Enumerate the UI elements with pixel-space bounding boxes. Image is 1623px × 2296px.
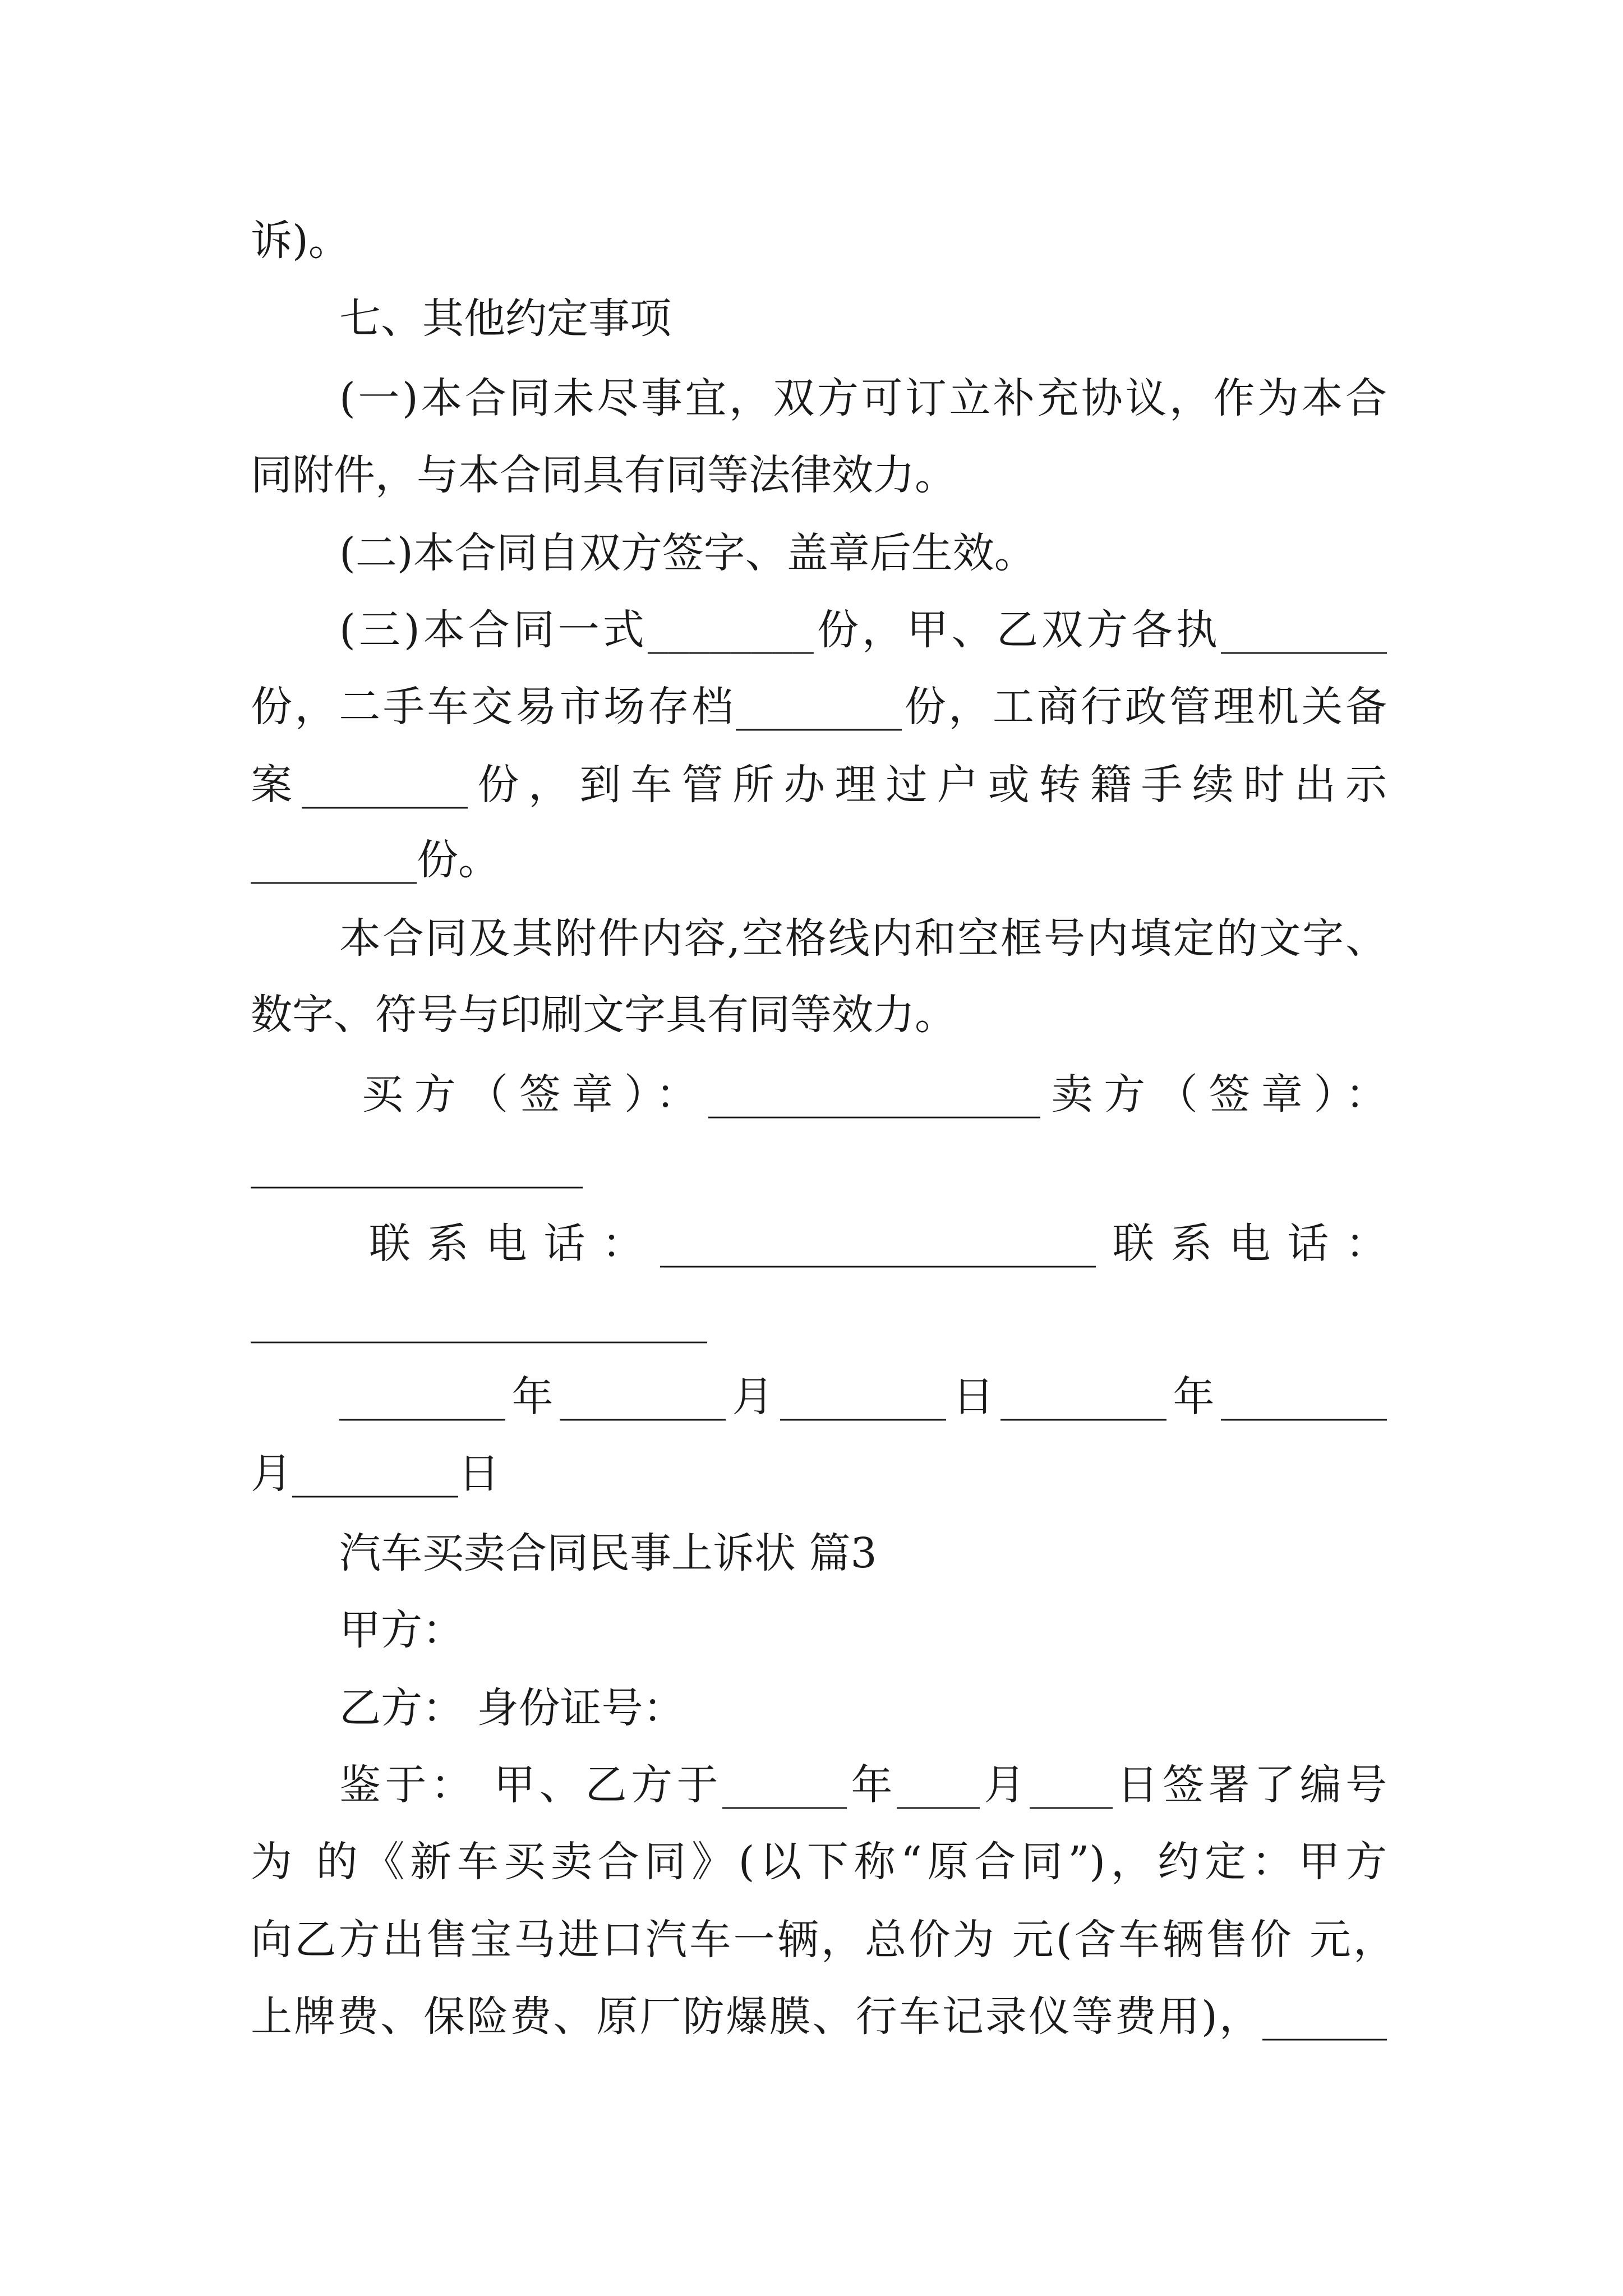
validity-note-line-1: 本合同及其附件内容,空格线内和空框号内填定的文字、	[339, 914, 1387, 963]
phone-blank-line: ______________________	[251, 1295, 707, 1343]
date-row-end: 月________日	[251, 1450, 500, 1498]
recital-line-4: 上牌费、保险费、原厂防爆膜、行车记录仪等费用)，______	[251, 1993, 1387, 2041]
signature-blank-line: ________________	[251, 1140, 583, 1189]
section-heading: 七、其他约定事项	[339, 295, 671, 343]
clause-3-line-2: 份，二手车交易市场存档________份，工商行政管理机关备	[251, 683, 1387, 731]
clause-2-line-1: (二)本合同自双方签字、盖章后生效。	[339, 529, 1036, 577]
date-row: ________年________月________日________年________	[339, 1373, 1387, 1421]
document-title: 汽车买卖合同民事上诉状 篇3	[339, 1529, 877, 1577]
clause-3-line-4: ________份。	[251, 836, 500, 884]
clause-1-line-1: (一)本合同未尽事宜，双方可订立补充协议，作为本合	[339, 374, 1387, 422]
clause-3-line-3: 案________份，到车管所办理过户或转籍手续时出示	[251, 761, 1387, 809]
clause-3-line-1: (三)本合同一式________份，甲、乙双方各执________	[339, 606, 1387, 654]
recital-line-3: 向乙方出售宝马进口汽车一辆，总价为 元(含车辆售价 元，	[251, 1916, 1395, 1964]
validity-note-line-2: 数字、符号与印刷文字具有同等效力。	[251, 991, 956, 1039]
recital-line-1: 鉴于： 甲、乙方于______年____月____日签署了编号	[339, 1761, 1387, 1809]
signature-parties-row: 买方（签章）：________________卖方（签章）：	[362, 1070, 1387, 1119]
party-a-label: 甲方：	[339, 1606, 464, 1654]
recital-line-2: 为 的《新车买卖合同》(以下称“原合同”)，约定：甲方	[251, 1838, 1387, 1886]
party-b-label: 乙方： 身份证号：	[339, 1684, 685, 1732]
clause-1-line-2: 同附件，与本合同具有同等法律效力。	[251, 451, 956, 499]
previous-clause-ending: 诉)。	[251, 217, 350, 265]
phone-row: 联系电话：_____________________联系电话：	[369, 1220, 1387, 1268]
